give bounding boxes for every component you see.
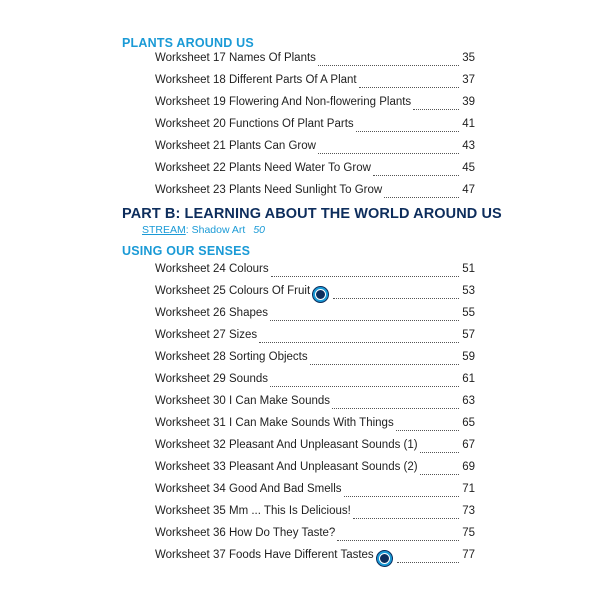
- dot-leader: [356, 131, 459, 132]
- dot-leader: [333, 298, 459, 299]
- worksheet-number: Worksheet 29: [155, 373, 226, 385]
- worksheet-title: Colours Of Fruit: [229, 285, 311, 297]
- dot-leader: [359, 87, 459, 88]
- page-number: 69: [462, 461, 475, 473]
- worksheet-number: Worksheet 30: [155, 395, 226, 407]
- dot-leader: [413, 109, 459, 110]
- toc-row[interactable]: [155, 329, 475, 347]
- section-heading-plants: PLANTS AROUND US: [122, 36, 254, 50]
- page-number: 59: [462, 351, 475, 363]
- toc-row[interactable]: [155, 395, 475, 413]
- page-number: 71: [462, 483, 475, 495]
- worksheet-number: Worksheet 35: [155, 505, 226, 517]
- worksheet-number: Worksheet 26: [155, 307, 226, 319]
- page-number: 47: [462, 184, 475, 196]
- dot-leader: [344, 496, 459, 497]
- worksheet-number: Worksheet 22: [155, 162, 226, 174]
- dot-leader: [396, 430, 459, 431]
- worksheet-title: Mm ... This Is Delicious!: [229, 505, 351, 517]
- dot-leader: [384, 197, 459, 198]
- toc-row[interactable]: [155, 373, 475, 391]
- page-number: 61: [462, 373, 475, 385]
- worksheet-title: Functions Of Plant Parts: [229, 118, 354, 130]
- worksheet-title: Colours: [229, 263, 269, 275]
- page-number: 67: [462, 439, 475, 451]
- page-number: 63: [462, 395, 475, 407]
- worksheet-title: Plants Need Sunlight To Grow: [229, 184, 383, 196]
- stream-line[interactable]: [142, 224, 265, 236]
- page-number: 43: [462, 140, 475, 152]
- worksheet-number: Worksheet 27: [155, 329, 226, 341]
- dot-leader: [270, 320, 459, 321]
- worksheet-number: Worksheet 18: [155, 74, 226, 86]
- dot-leader: [397, 562, 459, 563]
- page-number: 39: [462, 96, 475, 108]
- dot-leader: [332, 408, 459, 409]
- dot-leader: [318, 65, 459, 66]
- worksheet-number: Worksheet 17: [155, 52, 226, 64]
- page-number: 37: [462, 74, 475, 86]
- toc-row[interactable]: [155, 285, 475, 303]
- toc-row[interactable]: [155, 52, 475, 70]
- dot-leader: [270, 386, 459, 387]
- stream-badge-icon: [376, 550, 393, 567]
- worksheet-title: Sizes: [229, 329, 258, 341]
- dot-leader: [420, 452, 459, 453]
- page-number: 75: [462, 527, 475, 539]
- page-number: 53: [462, 285, 475, 297]
- part-b-heading: PART B: LEARNING ABOUT THE WORLD AROUND US: [122, 206, 502, 222]
- worksheet-number: Worksheet 37: [155, 549, 226, 561]
- toc-row[interactable]: [155, 184, 475, 202]
- stream-label: STREAM: [142, 224, 186, 236]
- worksheet-number: Worksheet 19: [155, 96, 226, 108]
- worksheet-title: How Do They Taste?: [229, 527, 336, 539]
- worksheet-title: Names Of Plants: [229, 52, 316, 64]
- dot-leader: [353, 518, 459, 519]
- worksheet-number: Worksheet 23: [155, 184, 226, 196]
- worksheet-title: Pleasant And Unpleasant Sounds (1): [229, 439, 418, 451]
- worksheet-number: Worksheet 28: [155, 351, 226, 363]
- toc-row[interactable]: [155, 505, 475, 523]
- toc-row[interactable]: [155, 118, 475, 136]
- page-number: 51: [462, 263, 475, 275]
- page-number: 41: [462, 118, 475, 130]
- toc-row[interactable]: [155, 351, 475, 369]
- toc-row[interactable]: [155, 439, 475, 457]
- toc-row[interactable]: [155, 417, 475, 435]
- toc-row[interactable]: [155, 527, 475, 545]
- page-number: 57: [462, 329, 475, 341]
- dot-leader: [271, 276, 459, 277]
- worksheet-title: Shapes: [229, 307, 269, 319]
- worksheet-number: Worksheet 31: [155, 417, 226, 429]
- toc-row[interactable]: [155, 74, 475, 92]
- worksheet-title: I Can Make Sounds With Things: [229, 417, 394, 429]
- worksheet-title: I Can Make Sounds: [229, 395, 331, 407]
- worksheet-title: Foods Have Different Tastes: [229, 549, 374, 561]
- toc-row[interactable]: [155, 461, 475, 479]
- page-number: 55: [462, 307, 475, 319]
- worksheet-title: Plants Can Grow: [229, 140, 316, 152]
- page-number: 45: [462, 162, 475, 174]
- worksheet-number: Worksheet 32: [155, 439, 226, 451]
- worksheet-title: Plants Need Water To Grow: [229, 162, 371, 174]
- dot-leader: [420, 474, 459, 475]
- worksheet-title: Flowering And Non-flowering Plants: [229, 96, 412, 108]
- toc-row[interactable]: [155, 483, 475, 501]
- dot-leader: [337, 540, 459, 541]
- worksheet-number: Worksheet 25: [155, 285, 226, 297]
- worksheet-number: Worksheet 20: [155, 118, 226, 130]
- worksheet-number: Worksheet 34: [155, 483, 226, 495]
- worksheet-number: Worksheet 24: [155, 263, 226, 275]
- dot-leader: [318, 153, 459, 154]
- toc-row[interactable]: [155, 140, 475, 158]
- section-heading-senses: USING OUR SENSES: [122, 244, 251, 258]
- worksheet-title: Sounds: [229, 373, 269, 385]
- worksheet-number: Worksheet 33: [155, 461, 226, 473]
- toc-row[interactable]: [155, 162, 475, 180]
- dot-leader: [310, 364, 459, 365]
- toc-row[interactable]: [155, 96, 475, 114]
- worksheet-title: Good And Bad Smells: [229, 483, 342, 495]
- stream-badge-icon: [312, 286, 329, 303]
- page-number: 73: [462, 505, 475, 517]
- stream-page: 50: [253, 224, 265, 236]
- page-number: 35: [462, 52, 475, 64]
- dot-leader: [259, 342, 459, 343]
- page-number: 77: [462, 549, 475, 561]
- toc-row[interactable]: [155, 263, 475, 281]
- page-number: 65: [462, 417, 475, 429]
- toc-row[interactable]: [155, 549, 475, 567]
- toc-row[interactable]: [155, 307, 475, 325]
- worksheet-title: Different Parts Of A Plant: [229, 74, 357, 86]
- stream-text: : Shadow Art: [185, 224, 246, 236]
- worksheet-title: Pleasant And Unpleasant Sounds (2): [229, 461, 418, 473]
- dot-leader: [373, 175, 459, 176]
- worksheet-number: Worksheet 36: [155, 527, 226, 539]
- worksheet-title: Sorting Objects: [229, 351, 308, 363]
- worksheet-number: Worksheet 21: [155, 140, 226, 152]
